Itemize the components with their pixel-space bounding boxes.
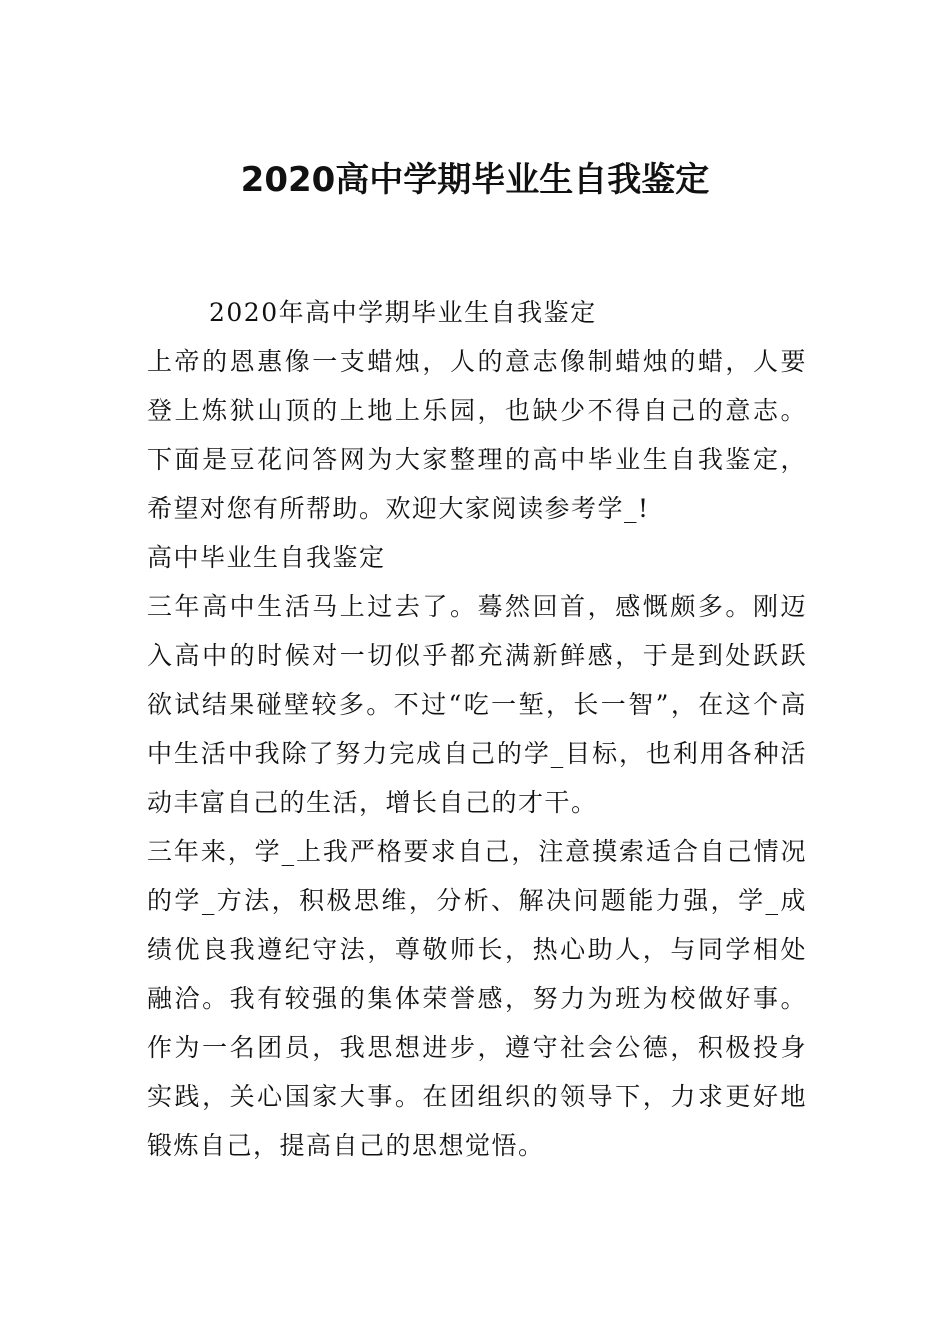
body-paragraph: 三年来，学_上我严格要求自己，注意摸索适合自己情况的学_方法，积极思维，分析、解决问题能力强，学_成绩优良我遵纪守法，尊敬师长，热心助人，与同学相处融洽。我有较强的集体荣誉感，努力为班为校做好事。作为一名团员，我思想进步，遵守社会公德，积极投身实践，关心国家大事。在团组织的领导下，力求更好地锻炼自己，提高自己的思想觉悟。: [147, 837, 807, 1160]
document-title: 2020高中学期毕业生自我鉴定: [240, 160, 710, 200]
section-heading: 高中毕业生自我鉴定: [147, 543, 386, 572]
body-paragraph: 三年高中生活马上过去了。蓦然回首，感慨颇多。刚迈入高中的时候对一切似乎都充满新鲜感，于是到处跃跃欲试结果碰壁较多。不过“吃一堑，长一智”，在这个高中生活中我除了努力完成自己的学_目标，也利用各种活动丰富自己的生活，增长自己的才干。: [147, 592, 807, 817]
subtitle-paragraph: 2020年高中学期毕业生自我鉴定: [209, 298, 597, 327]
intro-paragraph: 上帝的恩惠像一支蜡烛，人的意志像制蜡烛的蜡，人要登上炼狱山顶的上地上乐园，也缺少不得自己的意志。下面是豆花问答网为大家整理的高中毕业生自我鉴定，希望对您有所帮助。欢迎大家阅读参考学_!: [147, 347, 807, 523]
document-body: [147, 288, 807, 1170]
